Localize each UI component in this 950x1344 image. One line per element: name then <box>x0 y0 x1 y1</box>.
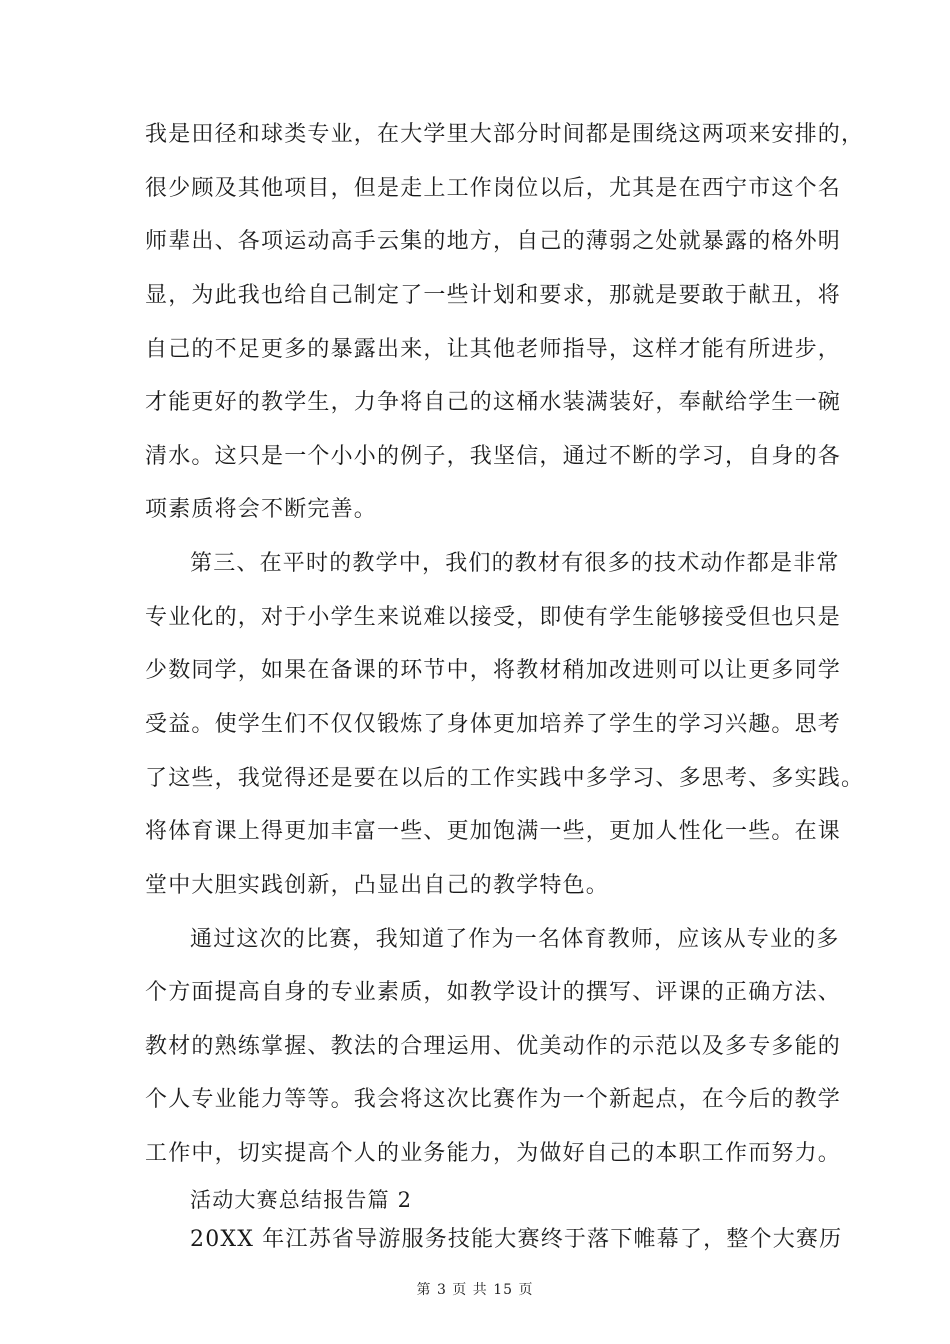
page-footer: 第 3 页 共 15 页 <box>416 1282 534 1298</box>
text-line: 师辈出、各项运动高手云集的地方，自己的薄弱之处就暴露的格外明 <box>145 229 842 254</box>
text-line: 少数同学，如果在备课的环节中，将教材稍加改进则可以让更多同学 <box>145 658 842 683</box>
text-line: 了这些，我觉得还是要在以后的工作实践中多学习、多思考、多实践。 <box>145 766 865 791</box>
text-line: 很少顾及其他项目，但是走上工作岗位以后，尤其是在西宁市这个名 <box>145 176 842 201</box>
text-line: 受益。使学生们不仅仅锻炼了身体更加培养了学生的学习兴趣。思考 <box>145 712 842 737</box>
text-line: 个方面提高自身的专业素质，如教学设计的撰写、评课的正确方法、 <box>145 980 842 1005</box>
text-line: 清水。这只是一个小小的例子，我坚信，通过不断的学习，自身的各 <box>145 444 842 469</box>
text-line: 专业化的，对于小学生来说难以接受，即使有学生能够接受但也只是 <box>145 605 842 630</box>
text-line: 工作中，切实提高个人的业务能力，为做好自己的本职工作而努力。 <box>145 1141 842 1166</box>
text-line: 将体育课上得更加丰富一些、更加饱满一些，更加人性化一些。在课 <box>145 819 842 844</box>
text-line: 自己的不足更多的暴露出来，让其他老师指导，这样才能有所进步， <box>145 337 842 362</box>
section-heading: 活动大赛总结报告篇 2 <box>190 1188 413 1212</box>
text-line: 才能更好的教学生，力争将自己的这桶水装满装好，奉献给学生一碗 <box>145 390 842 415</box>
paragraph-first-line: 20XX 年江苏省导游服务技能大赛终于落下帷幕了，整个大赛历 <box>190 1227 843 1252</box>
paragraph-first-line: 通过这次的比赛，我知道了作为一名体育教师，应该从专业的多 <box>190 927 840 952</box>
paragraph-first-line: 第三、在平时的教学中，我们的教材有很多的技术动作都是非常 <box>190 551 840 576</box>
text-line: 教材的熟练掌握、教法的合理运用、优美动作的示范以及多专多能的 <box>145 1034 842 1059</box>
text-line: 项素质将会不断完善。 <box>145 497 378 522</box>
text-line: 堂中大胆实践创新，凸显出自己的教学特色。 <box>145 873 610 898</box>
text-line: 显，为此我也给自己制定了一些计划和要求，那就是要敢于献丑，将 <box>145 283 842 308</box>
text-line: 我是田径和球类专业，在大学里大部分时间都是围绕这两项来安排的， <box>145 122 865 147</box>
text-line: 个人专业能力等等。我会将这次比赛作为一个新起点，在今后的教学 <box>145 1087 842 1112</box>
